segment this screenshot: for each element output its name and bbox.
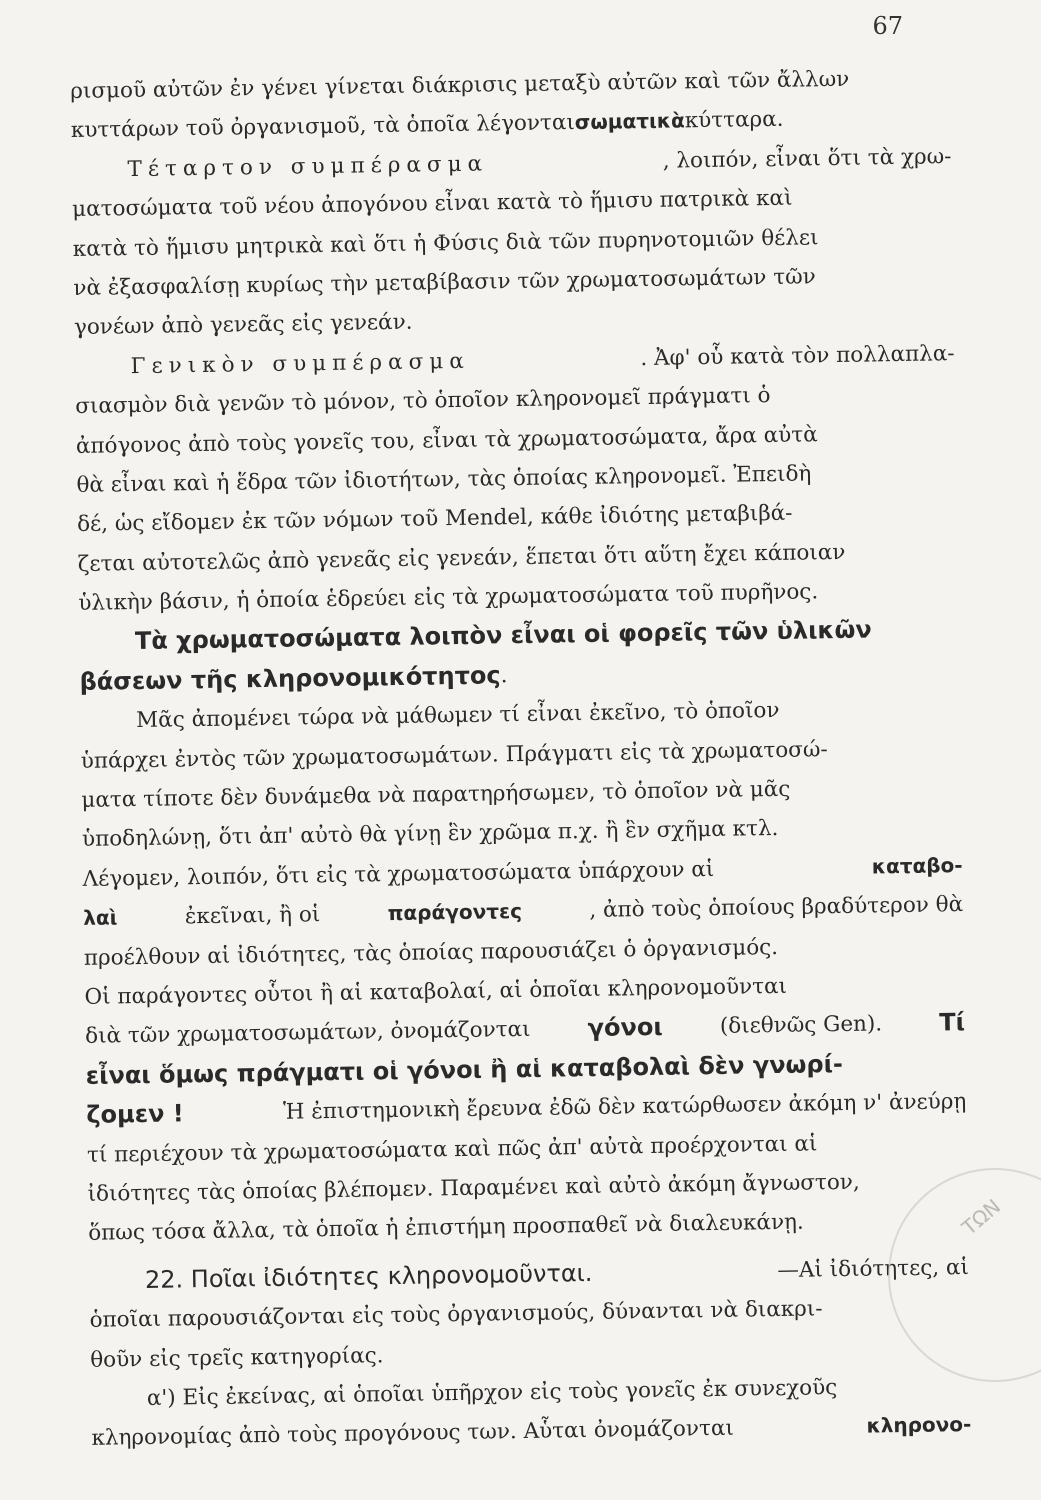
text-line: ὑπάρχει ἐντὸς τῶν χρωματοσωμάτων. Πράγματι εἰς τὰ χρωματοσώ- bbox=[80, 736, 828, 774]
text-line: διὰ τῶν χρωματοσωμάτων, ὀνομάζονται γόνοι (διεθνῶς Gen). Τί bbox=[85, 1003, 966, 1056]
text-line: ὅπως τόσα ἄλλα, τὰ ὁποῖα ἡ ἐπιστήμη προσπαθεῖ νὰ διαλευκάνῃ. bbox=[88, 1209, 804, 1247]
text-line: τί περιέχουν τὰ χρωματοσώματα καὶ πῶς ἀπ' αὐτὰ προέρχονται αἱ bbox=[86, 1130, 818, 1168]
body-text bbox=[70, 58, 972, 1458]
emphasis: γόνοι bbox=[587, 1013, 663, 1043]
emphasis-line: βάσεων τῆς κληρονομικότητος . bbox=[79, 661, 508, 696]
text-line: ἰδιότητες τὰς ὁποίας βλέπομεν. Παραμένει καὶ αὐτὸ ἀκόμη ἄγνωστον, bbox=[87, 1169, 860, 1207]
text-line: κληρονομίας ἀπὸ τοὺς προγόνους των. Αὗται ὀνομάζονται κληρονο- bbox=[91, 1405, 972, 1458]
section-heading: 22. Ποῖαι ἰδιότητες κληρονομοῦνται. —Αἱ ἰδιότητες, αἱ bbox=[89, 1248, 970, 1301]
emphasis: ζομεν ! bbox=[86, 1099, 184, 1130]
text-line: δέ, ὡς εἴδομεν ἐκ τῶν νόμων τοῦ Mendel, κάθε ἰδιότης μεταβιβά- bbox=[76, 501, 793, 538]
stamp-text: ΤΩΝ bbox=[957, 1194, 1006, 1240]
text-line: κυττάρων τοῦ ὀργανισμοῦ, τὰ ὁποῖα λέγονται σωματικὰ κύτταρα. bbox=[71, 98, 952, 151]
text-line: λαὶ ἐκεῖναι, ἢ οἱ παράγοντες , ἀπὸ τοὺς ὁποίους βραδύτερον θὰ bbox=[83, 885, 964, 938]
emphasis: παράγοντες bbox=[387, 899, 523, 926]
emphasis: λαὶ bbox=[83, 905, 118, 931]
emphasis: κληρονο- bbox=[866, 1412, 972, 1438]
page-number: 67 bbox=[872, 12, 903, 40]
text-line: ὑλικὴν βάσιν, ἡ ὁποία ἑδρεύει εἰς τὰ χρωματοσώματα τοῦ πυρῆνος. bbox=[78, 579, 819, 617]
emphasis: καταβο- bbox=[871, 852, 963, 879]
paragraph-start: Τέταρτον συμπέρασμα , λοιπόν, εἶναι ὅτι τὰ χρω- bbox=[71, 137, 952, 190]
section-title: 22. Ποῖαι ἰδιότητες κληρονομοῦνται. bbox=[144, 1258, 593, 1294]
text-line: σιασμὸν διὰ γενῶν τὸ μόνον, τὸ ὁποῖον κληρονομεῖ πράγματι ὁ bbox=[75, 383, 771, 420]
emphasis: Τί bbox=[939, 1008, 966, 1037]
text-line: γονέων ἀπὸ γενεᾶς εἰς γενεάν. bbox=[73, 309, 413, 341]
text-line: νὰ ἐξασφαλίσῃ κυρίως τὴν μεταβίβασιν τῶν χρωματοσωμάτων τῶν bbox=[73, 264, 816, 301]
text-line: ζομεν ! Ἡ ἐπιστημονικὴ ἔρευνα ἐδῶ δὲν κατώρθωσεν ἀκόμη ν' ἀνεύρῃ bbox=[86, 1082, 967, 1135]
text-line: ζεται αὐτοτελῶς ἀπὸ γενεᾶς εἰς γενεάν, ἕπεται ὅτι αὕτη ἔχει κάποιαν bbox=[77, 539, 846, 577]
emphasis-line: Τὰ χρωματοσώματα λοιπὸν εἶναι οἱ φορεῖς τῶν ὑλικῶν bbox=[134, 615, 872, 656]
text-line: ματα τίποτε δὲν δυνάμεθα νὰ παρατηρήσωμεν, τὸ ὁποῖον νὰ μᾶς bbox=[81, 776, 791, 813]
emphasis-line: εἶναι ὅμως πράγματι οἱ γόνοι ἢ αἱ καταβολαὶ δὲν γνωρί- bbox=[85, 1049, 844, 1090]
text-line: ὑποδηλώνῃ, ὅτι ἀπ' αὐτὸ θὰ γίνῃ ἓν χρῶμα π.χ. ἢ ἓν σχῆμα κτλ. bbox=[81, 816, 779, 853]
text-line: Οἱ παράγοντες οὗτοι ἢ αἱ καταβολαί, αἱ ὁποῖαι κληρονομοῦνται bbox=[84, 973, 788, 1010]
paragraph-start: Μᾶς ἀπομένει τώρα νὰ μάθωμεν τί εἶναι ἐκεῖνο, τὸ ὁποῖον bbox=[136, 698, 780, 734]
emphasis: σωματικὰ bbox=[574, 108, 685, 135]
text-line: ἀπόγονος ἀπὸ τοὺς γονεῖς του, εἶναι τὰ χρωματοσώματα, ἄρα αὐτὰ bbox=[75, 421, 818, 459]
text-line: κατὰ τὸ ἥμισυ μητρικὰ καὶ ὅτι ἡ Φύσις διὰ τῶν πυρηνοτομιῶν θέλει bbox=[72, 224, 819, 262]
spaced-heading: Τέταρτον συμπέρασμα bbox=[127, 151, 489, 182]
text-line: θὰ εἶναι καὶ ἡ ἕδρα τῶν ἰδιοτήτων, τὰς ὁποίας κληρονομεῖ. Ἐπειδὴ bbox=[76, 461, 812, 498]
text-line: ὁποῖαι παρουσιάζονται εἰς τοὺς ὀργανισμούς, δύνανται νὰ διακρι- bbox=[89, 1296, 823, 1333]
text-line: Λέγομεν, λοιπόν, ὅτι εἰς τὰ χρωματοσώματα ὑπάρχουν αἱ καταβο- bbox=[82, 846, 963, 899]
spaced-heading: Γενικὸν συμπέρασμα bbox=[130, 348, 470, 379]
text-line: ματοσώματα τοῦ νέου ἀπογόνου εἶναι κατὰ τὸ ἥμισυ πατρικὰ καὶ bbox=[71, 185, 793, 223]
paragraph-start: Γενικὸν συμπέρασμα . Ἀφ' οὗ κατὰ τὸν πολλαπλα- bbox=[74, 334, 955, 387]
text-line: προέλθουν αἱ ἰδιότητες, τὰς ὁποίας παρουσιάζει ὁ ὀργανισμός. bbox=[83, 934, 779, 971]
text-line: ρισμοῦ αὐτῶν ἐν γένει γίνεται διάκρισις μεταξὺ αὐτῶν καὶ τῶν ἄλλων bbox=[70, 66, 850, 104]
text-line: θοῦν εἰς τρεῖς κατηγορίας. bbox=[90, 1342, 384, 1373]
paragraph-start: α') Εἰς ἐκείνας, αἱ ὁποῖαι ὑπῆρχον εἰς τοὺς γονεῖς ἐκ συνεχοῦς bbox=[146, 1375, 838, 1411]
